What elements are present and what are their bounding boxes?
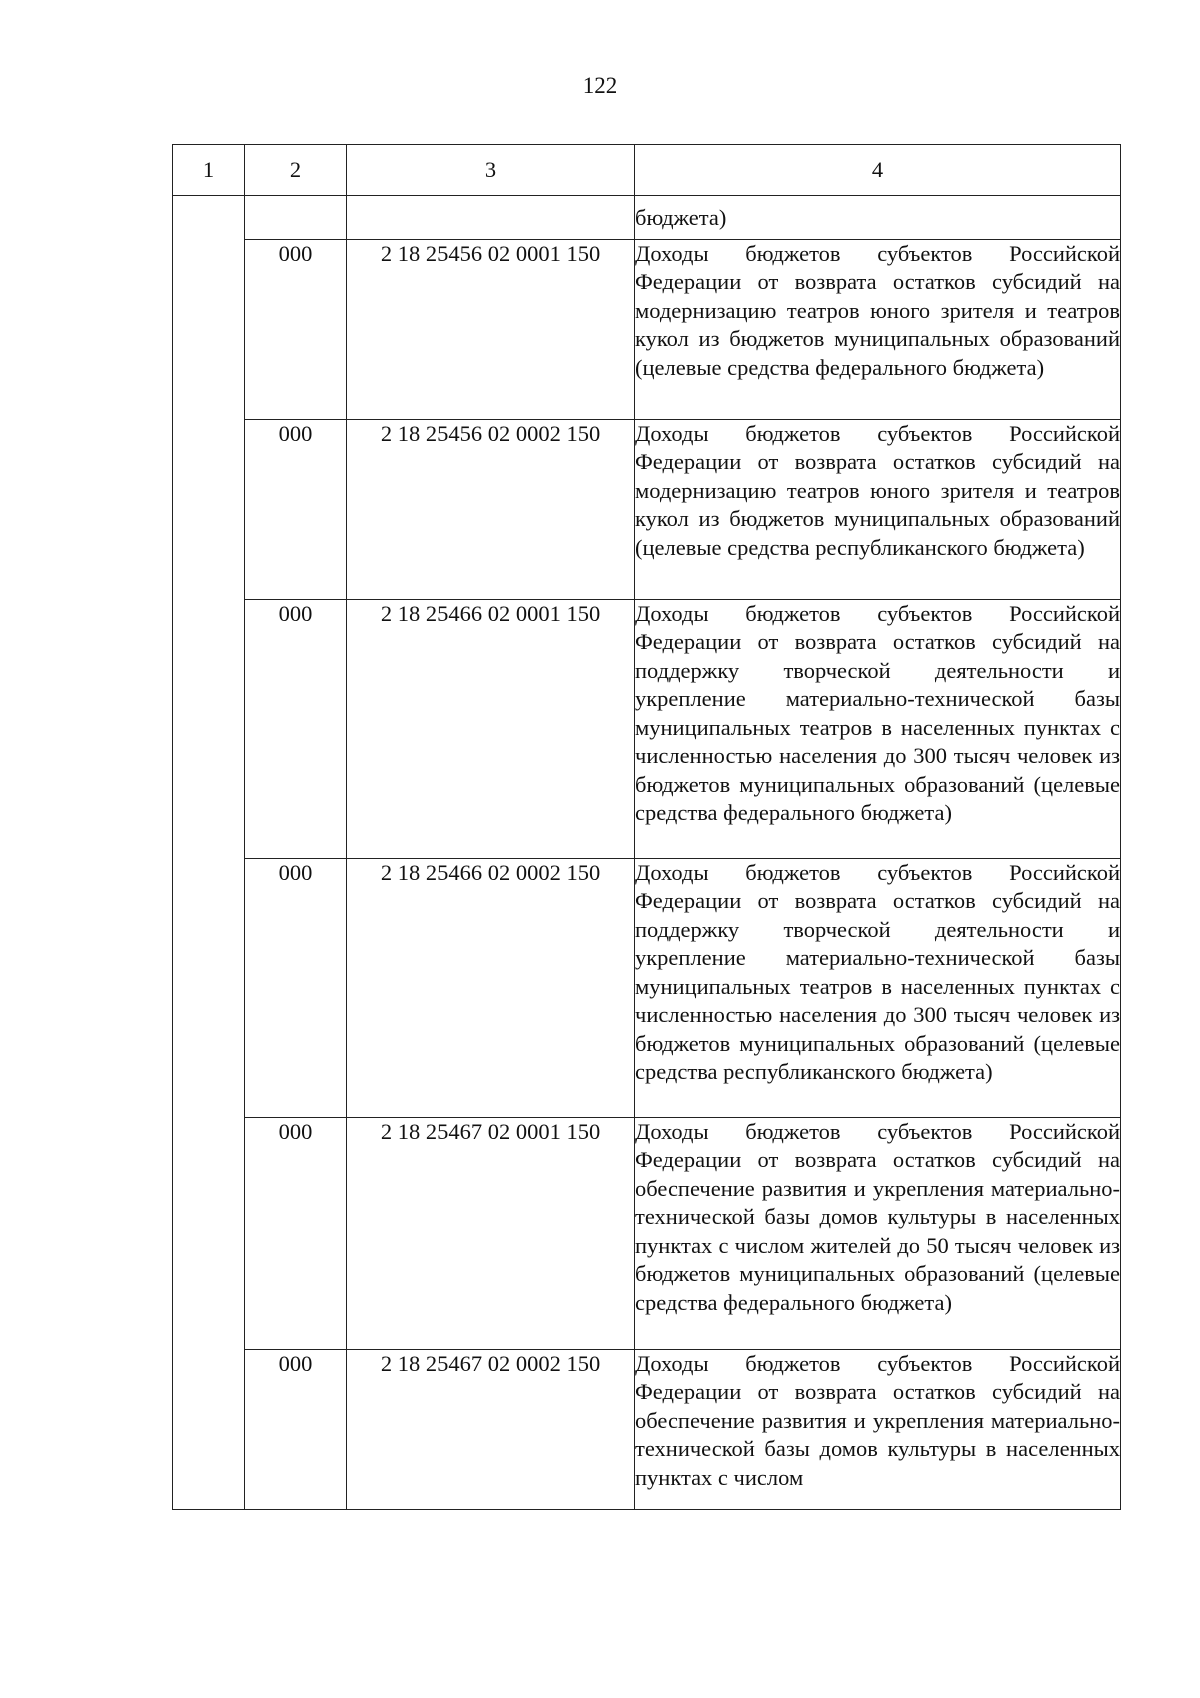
page-number: 122 <box>582 73 618 98</box>
income-code: 2 18 25466 02 0001 150 <box>347 599 635 858</box>
admin-code: 000 <box>245 1117 347 1349</box>
income-description: Доходы бюджетов субъектов Российской Федерации от возврата остатков субсидий на обеспечение развития и укрепления материально-технической базы домов культуры в населенных пунктах с числом <box>635 1349 1121 1509</box>
header-col-1: 1 <box>173 145 245 196</box>
income-code: 2 18 25467 02 0002 150 <box>347 1349 635 1509</box>
income-description: Доходы бюджетов субъектов Российской Федерации от возврата остатков субсидий на обеспечение развития и укрепления материально-технической базы домов культуры в населенных пунктах с числом жителей до 50 тысяч человек из бюджетов муниципальных образований (целевые средства федерального бюджета) <box>635 1117 1121 1349</box>
income-description: Доходы бюджетов субъектов Российской Федерации от возврата остатков субсидий на модернизацию театров юного зрителя и театров кукол из бюджетов муниципальных образований (целевые средства республиканского бюджета) <box>635 419 1121 599</box>
income-description: Доходы бюджетов субъектов Российской Федерации от возврата остатков субсидий на модернизацию театров юного зрителя и театров кукол из бюджетов муниципальных образований (целевые средства федерального бюджета) <box>635 239 1121 419</box>
cont-col-3 <box>347 196 635 240</box>
admin-code: 000 <box>245 599 347 858</box>
income-code: 2 18 25467 02 0001 150 <box>347 1117 635 1349</box>
income-description: Доходы бюджетов субъектов Российской Федерации от возврата остатков субсидий на поддержку творческой деятельности и укрепление материально-технической базы муниципальных театров в населенных пунктах с численностью населения до 300 тысяч человек из бюджетов муниципальных образований (целевые средства федерального бюджета) <box>635 599 1121 858</box>
table-row <box>173 1117 1121 1349</box>
header-col-4: 4 <box>635 145 1121 196</box>
header-col-3: 3 <box>347 145 635 196</box>
table-row <box>173 858 1121 1117</box>
income-code: 2 18 25456 02 0002 150 <box>347 419 635 599</box>
table-row <box>173 419 1121 599</box>
admin-code: 000 <box>245 1349 347 1509</box>
table-row <box>173 239 1121 419</box>
table-header-row <box>173 145 1121 196</box>
income-description: Доходы бюджетов субъектов Российской Федерации от возврата остатков субсидий на поддержку творческой деятельности и укрепление материально-технической базы муниципальных театров в населенных пунктах с численностью населения до 300 тысяч человек из бюджетов муниципальных образований (целевые средства республиканского бюджета) <box>635 858 1121 1117</box>
budget-codes-table <box>172 144 1121 1510</box>
continuation-text: бюджета) <box>635 196 1121 240</box>
merged-col-1-cell <box>173 196 245 1510</box>
continuation-row <box>173 196 1121 240</box>
table-row <box>173 599 1121 858</box>
income-code: 2 18 25466 02 0002 150 <box>347 858 635 1117</box>
cont-col-2 <box>245 196 347 240</box>
table-row <box>173 1349 1121 1509</box>
admin-code: 000 <box>245 239 347 419</box>
header-col-2: 2 <box>245 145 347 196</box>
admin-code: 000 <box>245 858 347 1117</box>
income-code: 2 18 25456 02 0001 150 <box>347 239 635 419</box>
admin-code: 000 <box>245 419 347 599</box>
